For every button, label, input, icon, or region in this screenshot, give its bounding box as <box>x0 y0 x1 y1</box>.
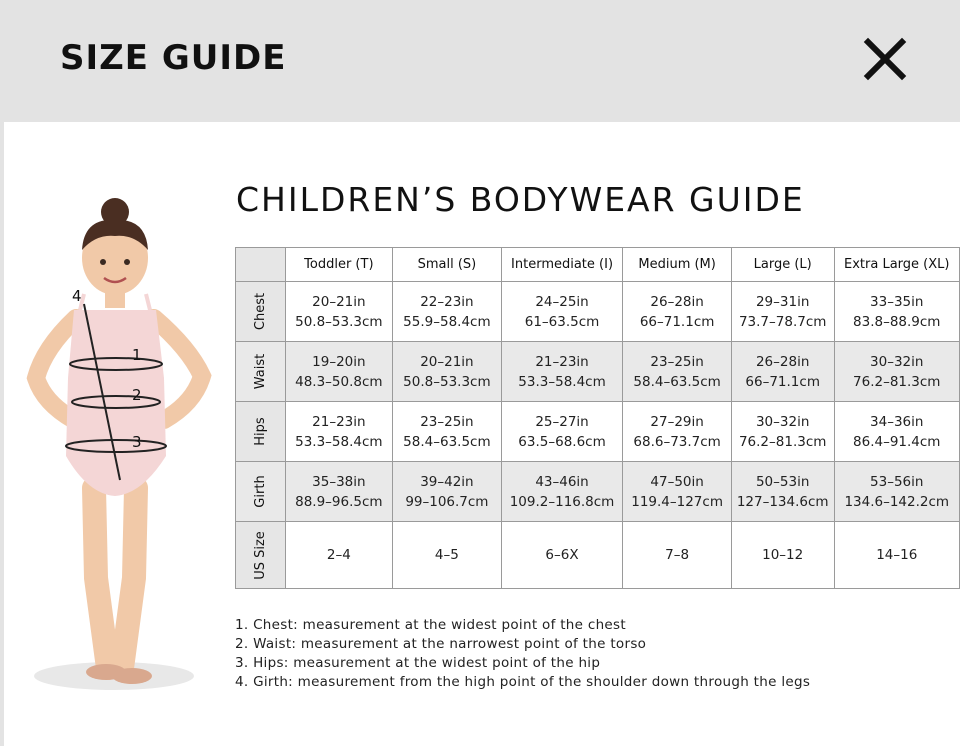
row-label: Girth <box>236 462 286 522</box>
table-cell: 34–36in 86.4–91.4cm <box>834 402 960 462</box>
table-cell: 23–25in 58.4–63.5cm <box>393 402 502 462</box>
guide-title: CHILDREN’S BODYWEAR GUIDE <box>236 180 805 219</box>
note-item: 1. Chest: measurement at the widest point of the chest <box>235 617 626 633</box>
page-title: SIZE GUIDE <box>60 38 287 78</box>
marker-2: 2 <box>132 386 142 404</box>
table-row-hips <box>236 402 960 462</box>
table-cell: 33–35in 83.8–88.9cm <box>834 282 960 342</box>
column-header: Intermediate (I) <box>501 248 623 282</box>
table-cell: 20–21in 50.8–53.3cm <box>393 342 502 402</box>
table-cell: 10–12 <box>731 522 834 589</box>
marker-3: 3 <box>132 433 142 451</box>
table-cell: 26–28in 66–71.1cm <box>623 282 732 342</box>
close-button[interactable] <box>862 36 908 82</box>
table-row-waist <box>236 342 960 402</box>
row-label: Waist <box>236 342 286 402</box>
size-guide-header <box>0 0 960 122</box>
column-header: Large (L) <box>731 248 834 282</box>
table-row-us-size <box>236 522 960 589</box>
table-cell: 30–32in 76.2–81.3cm <box>834 342 960 402</box>
table-row-chest <box>236 282 960 342</box>
column-header: Extra Large (XL) <box>834 248 960 282</box>
table-cell: 43–46in 109.2–116.8cm <box>501 462 623 522</box>
measurement-notes <box>235 616 810 692</box>
note-item: 4. Girth: measurement from the high point of the shoulder down through the legs <box>235 674 811 690</box>
table-cell: 4–5 <box>393 522 502 589</box>
table-cell: 22–23in 55.9–58.4cm <box>393 282 502 342</box>
child-measurement-illustration <box>14 198 224 698</box>
table-cell: 14–16 <box>834 522 960 589</box>
table-cell: 2–4 <box>285 522 393 589</box>
close-icon <box>862 36 908 82</box>
column-header: Small (S) <box>393 248 502 282</box>
table-cell: 50–53in 127–134.6cm <box>731 462 834 522</box>
table-cell: 24–25in 61–63.5cm <box>501 282 623 342</box>
table-cell: 19–20in 48.3–50.8cm <box>285 342 393 402</box>
table-row-girth <box>236 462 960 522</box>
table-cell: 20–21in 50.8–53.3cm <box>285 282 393 342</box>
note-item: 2. Waist: measurement at the narrowest point of the torso <box>235 636 647 652</box>
marker-4: 4 <box>72 287 82 305</box>
table-cell: 30–32in 76.2–81.3cm <box>731 402 834 462</box>
table-cell: 53–56in 134.6–142.2cm <box>834 462 960 522</box>
row-label: Chest <box>236 282 286 342</box>
left-divider <box>0 122 4 746</box>
table-cell: 35–38in 88.9–96.5cm <box>285 462 393 522</box>
table-cell: 7–8 <box>623 522 732 589</box>
size-table <box>235 247 960 589</box>
table-cell: 6–6X <box>501 522 623 589</box>
column-header: Medium (M) <box>623 248 732 282</box>
table-cell: 21–23in 53.3–58.4cm <box>285 402 393 462</box>
marker-1: 1 <box>132 346 142 364</box>
table-cell: 47–50in 119.4–127cm <box>623 462 732 522</box>
row-label: Hips <box>236 402 286 462</box>
table-cell: 23–25in 58.4–63.5cm <box>623 342 732 402</box>
table-corner-cell <box>236 248 286 282</box>
column-header: Toddler (T) <box>285 248 393 282</box>
table-cell: 21–23in 53.3–58.4cm <box>501 342 623 402</box>
table-cell: 39–42in 99–106.7cm <box>393 462 502 522</box>
table-cell: 29–31in 73.7–78.7cm <box>731 282 834 342</box>
table-cell: 25–27in 63.5–68.6cm <box>501 402 623 462</box>
table-cell: 27–29in 68.6–73.7cm <box>623 402 732 462</box>
note-item: 3. Hips: measurement at the widest point of the hip <box>235 655 601 671</box>
child-figure <box>14 198 224 698</box>
row-label: US Size <box>236 522 286 589</box>
table-cell: 26–28in 66–71.1cm <box>731 342 834 402</box>
table-header-row <box>236 248 960 282</box>
